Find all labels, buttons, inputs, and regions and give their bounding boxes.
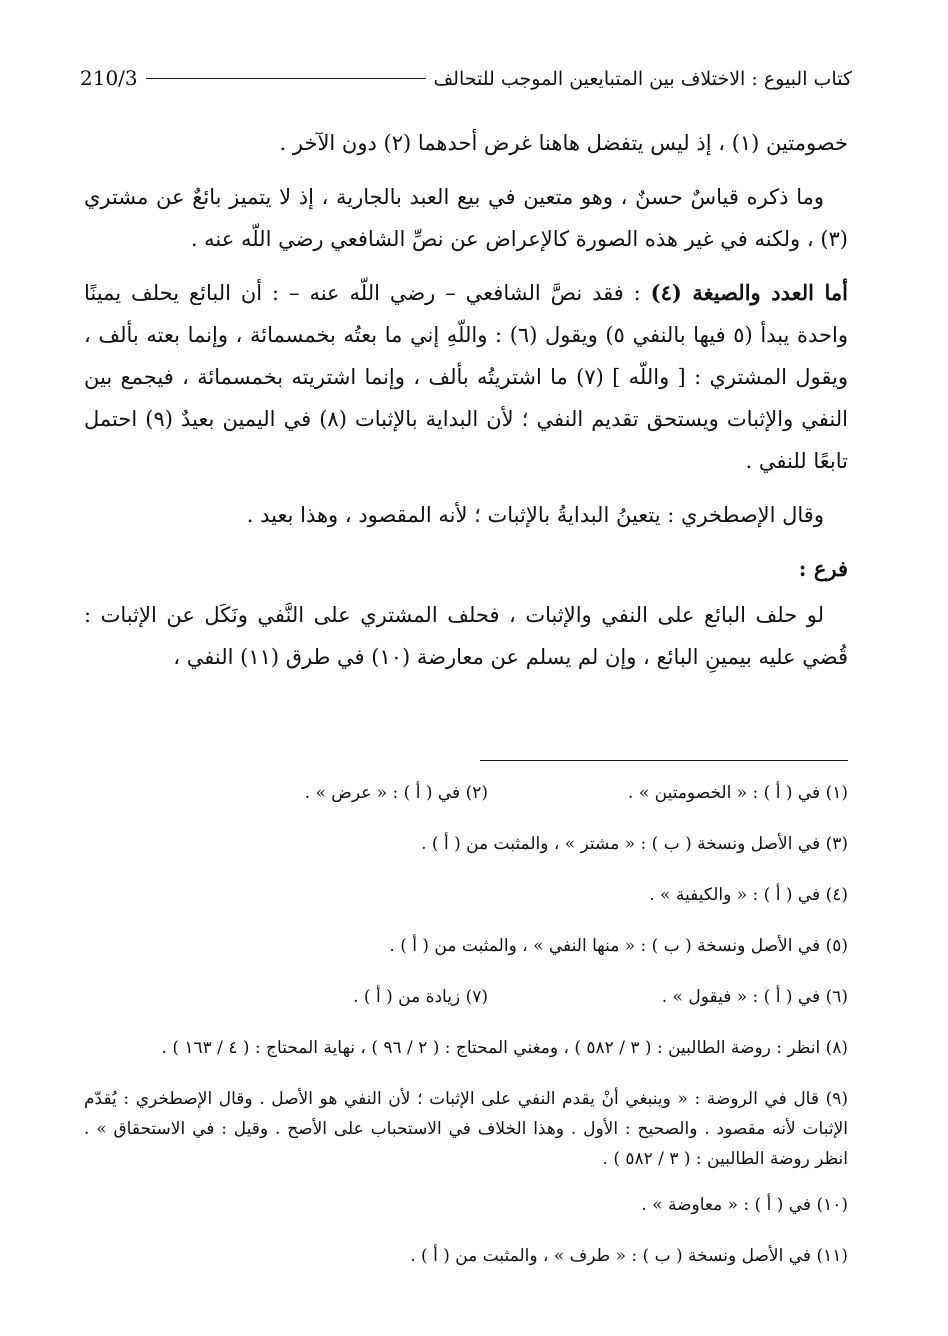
paragraph-2: وما ذكره قياسٌ حسنٌ ، وهو متعين في بيع العبد بالجارية ، إذ لا يتميز بائعٌ عن مشتري (٣) ، ولكنه في غير هذه الصورة كالإعراض عن نصِّ الشافعي رضي اللّه عنه . — [84, 185, 848, 251]
running-title: كتاب البيوع : الاختلاف بين المتبايعين الموجب للتحالف — [433, 68, 852, 90]
footnote-4: (٤) في ( أ ) : « والكيفية » . — [649, 885, 848, 905]
footnote-7: (٧) زيادة من ( أ ) . — [353, 987, 488, 1007]
footnote-row — [84, 778, 848, 808]
footnote-9: (٩) قال في الروضة : « وينبغي أنْ يقدم النفي على الإثبات ؛ لأن النفي هو الأصل . وقال الإصطخري : يُقدّم الإثبات لأنه مقصود . والصحيح : الأول . وهذا الخلاف في الاستحباب على الأصح . وقيل : في الاستحقاق » . انظر روضة الطالبين : ( ٣ / ٥٨٢ ) . — [84, 1089, 848, 1169]
paragraph-3-text: : فقد نصَّ الشافعي – رضي اللّه عنه – : أن البائع يحلف يمينًا واحدة يبدأ (٥ فيها بالنفي ٥) ويقول (٦) : واللّهِ إني ما بعتُه بخمسمائة ، وإنما بعته بألف ، ويقول المشتري : [ واللّه ] (٧) ما اشتريتُه بألف ، وإنما اشتريته بخمسمائة ، فيجمع بين النفي والإثبات ويستحق تقديم النفي ؛ لأن البداية بالإثبات (٨) في اليمين بعيدٌ (٩) احتمل تابعًا للنفي . — [84, 281, 849, 473]
footnote-8: (٨) انظر : روضة الطالبين : ( ٣ / ٥٨٢ ) ، ومغني المحتاج : ( ٢ / ٩٦ ) ، نهاية المحتاج : ( ٤ / ١٦٣ ) . — [161, 1038, 848, 1058]
footnote-row — [84, 982, 848, 1012]
section-heading: أما العدد والصيغة (٤) — [650, 280, 849, 305]
footnotes — [84, 778, 848, 1292]
footnote-11: (١١) في الأصل ونسخة ( ب ) : « طرف » ، والمثبت من ( أ ) . — [410, 1246, 848, 1266]
paragraph-4: وقال الإصطخري : يتعينُ البدايةُ بالإثبات ؛ لأنه المقصود ، وهذا بعيد . — [246, 503, 824, 527]
page-header — [80, 66, 852, 102]
paragraph-5: لو حلف البائع على النفي والإثبات ، فحلف المشتري على النَّفي ونَكَل عن الإثبات : قُضي عليه بيمينِ البائع ، وإن لم يسلم عن معارضة (١٠) في طرق (١١) النفي ، — [84, 603, 848, 669]
paragraph-1: خصومتين (١) ، إذ ليس يتفضل هاهنا غرض أحدهما (٢) دون الآخر . — [279, 131, 848, 155]
header-rule — [146, 78, 426, 79]
footnote-5: (٥) في الأصل ونسخة ( ب ) : « منها النفي » ، والمثبت من ( أ ) . — [389, 936, 848, 956]
footnote-separator — [480, 760, 848, 761]
footnote-1: (١) في ( أ ) : « الخصومتين » . — [628, 783, 848, 803]
main-text — [84, 122, 848, 690]
branch-label: فرع : — [798, 556, 848, 581]
page-number: 210/3 — [80, 66, 138, 90]
footnote-10: (١٠) في ( أ ) : « معاوضة » . — [641, 1195, 848, 1215]
paragraph-3 — [84, 272, 848, 482]
footnote-6: (٦) في ( أ ) : « فيقول » . — [661, 987, 848, 1007]
footnote-3: (٣) في الأصل ونسخة ( ب ) : « مشتر » ، والمثبت من ( أ ) . — [421, 834, 848, 854]
footnote-2: (٢) في ( أ ) : « عرض » . — [304, 783, 488, 803]
